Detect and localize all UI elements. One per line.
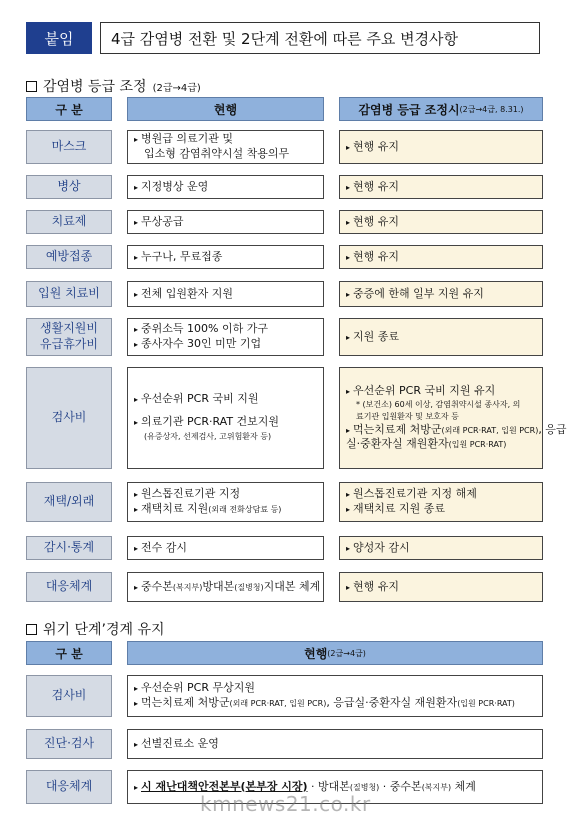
row-adjusted-vaccination	[339, 245, 543, 269]
col-header-adjusted	[339, 97, 543, 121]
row-current-treatment	[127, 210, 324, 234]
list-item: ▸ 먹는치료제 처방군(외래 PCR·RAT, 입원 PCR), 응급실·중환자실 재원환자(입원 PCR·RAT)	[134, 696, 515, 709]
attachment-tag: 붙임	[26, 22, 92, 54]
row-adjusted-treatment	[339, 210, 543, 234]
list-item: ▸ 원스톱진료기관 지정 해제	[346, 487, 477, 501]
note-text: (유증상자, 선제검사, 고위험환자 등)	[144, 432, 272, 442]
row2-current-testing	[127, 675, 543, 717]
row-current-response	[127, 572, 324, 602]
row-label-vaccination: 예방접종	[26, 245, 112, 269]
row2-label-testing: 검사비	[26, 675, 112, 717]
row-adjusted-bed	[339, 175, 543, 199]
list-item: ▸ 현행 유지	[346, 214, 400, 228]
label-line: 생활지원비	[40, 321, 98, 336]
label-line: 유급휴가비	[40, 337, 98, 351]
row-label-living-support	[26, 318, 112, 356]
row-label-testing: 검사비	[26, 367, 112, 469]
list-item: ▸ 현행 유지	[346, 579, 400, 593]
col-header-category: 구 분	[26, 97, 112, 121]
row-current-vaccination	[127, 245, 324, 269]
row-adjusted-mask	[339, 130, 543, 164]
list-item: ▸ 누구나, 무료접종	[134, 249, 223, 263]
checkbox-square-icon	[26, 624, 37, 635]
row-current-testing	[127, 367, 324, 469]
row2-label-response: 대응체계	[26, 770, 112, 804]
list-item: ▸ 시 재난대책안전본부(본부장 시장) · 방대본(질병청) · 중수본(복지부) 체계	[134, 779, 476, 793]
col-header-current: 현행	[127, 97, 324, 121]
list-item: ▸ 양성자 감시	[346, 540, 410, 554]
row-label-mask: 마스크	[26, 130, 112, 164]
row-label-response: 대응체계	[26, 572, 112, 602]
row2-label-diagnosis: 진단·검사	[26, 729, 112, 759]
row-current-hospitalization	[127, 281, 324, 307]
col-header-adjusted-text: 감염병 등급 조정시	[358, 102, 460, 117]
col-header-adjusted-sub: (2급→4급, 8.31.)	[459, 104, 524, 114]
list-item: ▸ 현행 유지	[346, 179, 400, 193]
row-label-bed: 병상	[26, 175, 112, 199]
row-label-treatment: 치료제	[26, 210, 112, 234]
list-item: ▸ 병원급 의료기관 및	[134, 132, 234, 146]
row-adjusted-home-outpatient	[339, 482, 543, 522]
document-title: 4급 감염병 전환 및 2단계 전환에 따른 주요 변경사항	[100, 22, 540, 54]
row-label-surveillance: 감시·통계	[26, 536, 112, 560]
row-current-mask	[127, 130, 324, 164]
list-item: ▸ 지정병상 운영	[134, 179, 209, 193]
col-header-category-2: 구 분	[26, 641, 112, 665]
list-item: ▸ 중증에 한해 일부 지원 유지	[346, 286, 484, 300]
watermark-text: kmnews21.co.kr	[200, 792, 371, 816]
row-adjusted-living-support	[339, 318, 543, 356]
checkbox-square-icon	[26, 81, 37, 92]
list-item: 입소형 감염취약시설 착용의무	[144, 147, 290, 160]
list-item: ▸ 무상공급	[134, 214, 184, 228]
list-item: ▸ 중위소득 100% 이하 가구	[134, 322, 268, 336]
list-item: ▸ 재택치료 지원 종료	[346, 502, 446, 515]
row-adjusted-hospitalization	[339, 281, 543, 307]
row-adjusted-testing	[339, 367, 567, 469]
section1-title-sub: (2급→4급)	[152, 82, 201, 94]
section2-title-text: 위기 단계’경계 유지	[43, 622, 165, 638]
list-item: 실·중환자실 재원환자(입원 PCR·RAT)	[346, 437, 507, 451]
list-item: ▸ 현행 유지	[346, 249, 400, 263]
section2-title	[26, 619, 165, 639]
row-label-home-outpatient: 재택/외래	[26, 482, 112, 522]
list-item: ▸ 우선순위 PCR 무상지원	[134, 681, 255, 695]
row-label-hospitalization: 입원 치료비	[26, 281, 112, 307]
list-item: ▸ 원스톱진료기관 지정	[134, 487, 241, 501]
list-item: ▸ 의료기관 PCR·RAT 건보지원	[134, 414, 280, 428]
list-item: ▸ 종사자수 30인 미만 기업	[134, 337, 262, 350]
section1-title	[26, 76, 201, 96]
row-current-bed	[127, 175, 324, 199]
col-header-current-2-text: 현행	[304, 646, 328, 661]
section1-title-text: 감염병 등급 조정	[43, 79, 147, 95]
row-adjusted-response	[339, 572, 543, 602]
list-item: ▸ 지원 종료	[346, 329, 400, 343]
list-item: ▸ 중수본(복지부)방대본(질병청)지대본 체계	[134, 579, 321, 593]
row-current-home-outpatient	[127, 482, 324, 522]
row-adjusted-surveillance	[339, 536, 543, 560]
col-header-current-2-sub: (2급→4급)	[327, 648, 366, 658]
list-item: ▸ 먹는치료제 처방군(외래 PCR·RAT, 입원 PCR), 응급	[346, 422, 567, 436]
note-text: * (보건소) 60세 이상, 감염취약시설 종사자, 의	[356, 399, 521, 409]
row-current-living-support	[127, 318, 324, 356]
row2-current-diagnosis	[127, 729, 543, 759]
list-item: ▸ 전체 입원환자 지원	[134, 286, 234, 300]
list-item: ▸ 재택치료 지원(외래 전화상담료 등)	[134, 502, 282, 515]
list-item: ▸ 전수 감시	[134, 540, 188, 554]
row-current-surveillance	[127, 536, 324, 560]
note-text: 료기관 입원환자 및 보호자 등	[356, 411, 459, 421]
list-item: ▸ 우선순위 PCR 국비 지원 유지	[346, 383, 496, 397]
col-header-current-2	[127, 641, 543, 665]
list-item: ▸ 선별진료소 운영	[134, 736, 219, 750]
list-item: ▸ 우선순위 PCR 국비 지원	[134, 391, 259, 405]
list-item: ▸ 현행 유지	[346, 139, 400, 153]
